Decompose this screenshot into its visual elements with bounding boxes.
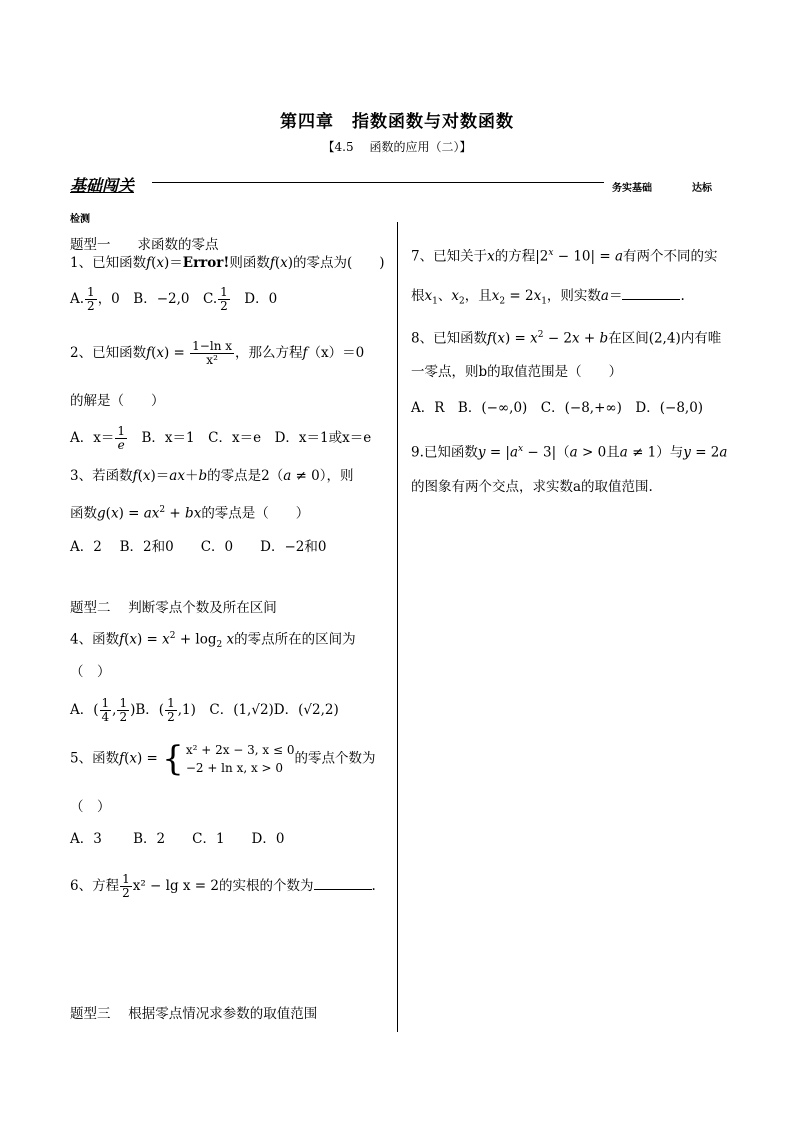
question-2: 2、已知函数f(x) = $\frac{\text{1−ln x}}{\text{x²}}$ ，那么方程f（x）＝0 (70, 339, 365, 367)
question-2-options: A．x＝ $\frac{1}{e}$ B．x＝1 C．x＝e D．x＝1或x＝e (70, 424, 372, 452)
question-8-line-2: 一零点，则b的取值范围是（ ） (411, 364, 623, 380)
question-7-line-1: 7、已知关于x的方程$|2^x - 10| = a$有两个不同的实 (411, 248, 718, 265)
question-4-options: A．( $\frac{1}{4}$ , $\frac{1}{2}$ )B．( $\frac{1}{2}$ ,1) C．(1,√2)D．(√2,2) (70, 696, 339, 724)
banner-label: 基础闯关 (70, 176, 135, 195)
question-5-options: A．3 B．2 C．1 D．0 (70, 831, 285, 847)
question-7-line-2: 根$x_1$、$x_2$，且$x_2 = 2x_1$，则实数a＝ . (411, 285, 685, 311)
chapter-title: 第四章 指数函数与对数函数 (280, 112, 514, 132)
question-3-options: A．2 B．2和0 C．0 D．−2和0 (70, 539, 327, 555)
question-6: 6、方程 $\frac{1}{2}$ x² − lg x = 2的实根的个数为 . (70, 872, 376, 900)
question-3-line-2: 函数$g(x) = ax^2$ + bx的零点是（ ） (70, 505, 310, 522)
answer-blank[interactable] (314, 875, 372, 890)
question-4: 4、函数$f(x) = x^2 + \log_2 x$的零点所在的区间为 (70, 631, 356, 651)
question-8-line-1: 8、已知函数$f(x) = x^2 - 2x + b$在区间(2,4)内有唯 (411, 330, 722, 347)
check-label: 检测 (70, 214, 90, 225)
question-9-line-1: 9.已知函数$y = |a^x - 3|(a > 0$且a ≠ 1）与y = 2a (411, 444, 728, 461)
question-1-options: A. $\frac{1}{2}$ ，0 B．−2,0 C. $\frac{1}{2}$ D．0 (70, 285, 278, 313)
question-3-line-1: 3、若函数f(x)＝ax＋b的零点是2（a ≠ 0），则 (70, 468, 354, 484)
question-1: 1、已知函数f(x)＝Error!则函数f(x)的零点为( ) (70, 255, 385, 271)
banner-rule (152, 182, 604, 183)
question-4-paren: （ ） (70, 664, 111, 680)
question-8-options: A．R B．(−∞,0) C．(−8,+∞) D．(−8,0) (411, 400, 704, 416)
question-5-paren: （ ） (70, 799, 111, 815)
section-heading-1: 题型一 求函数的零点 (70, 237, 219, 253)
answer-blank[interactable] (622, 285, 680, 300)
section-heading-3: 题型三 根据零点情况求参数的取值范围 (70, 1006, 318, 1022)
banner-right-label: 务实基础 (612, 183, 652, 194)
column-divider (397, 222, 398, 1032)
section-subtitle: 【4.5 函数的应用（二）】 (322, 140, 472, 154)
section-heading-2: 题型二 判断零点个数及所在区间 (70, 600, 277, 616)
question-5: 5、函数f(x) = { x² + 2x − 3, x ≤ 0 −2 + ln x, x > 0 的零点个数为 (70, 739, 376, 779)
banner-right-label-2: 达标 (692, 183, 712, 194)
question-9-line-2: 的图象有两个交点，求实数a的取值范围. (411, 479, 653, 495)
question-2-cont: 的解是（ ） (70, 393, 165, 409)
